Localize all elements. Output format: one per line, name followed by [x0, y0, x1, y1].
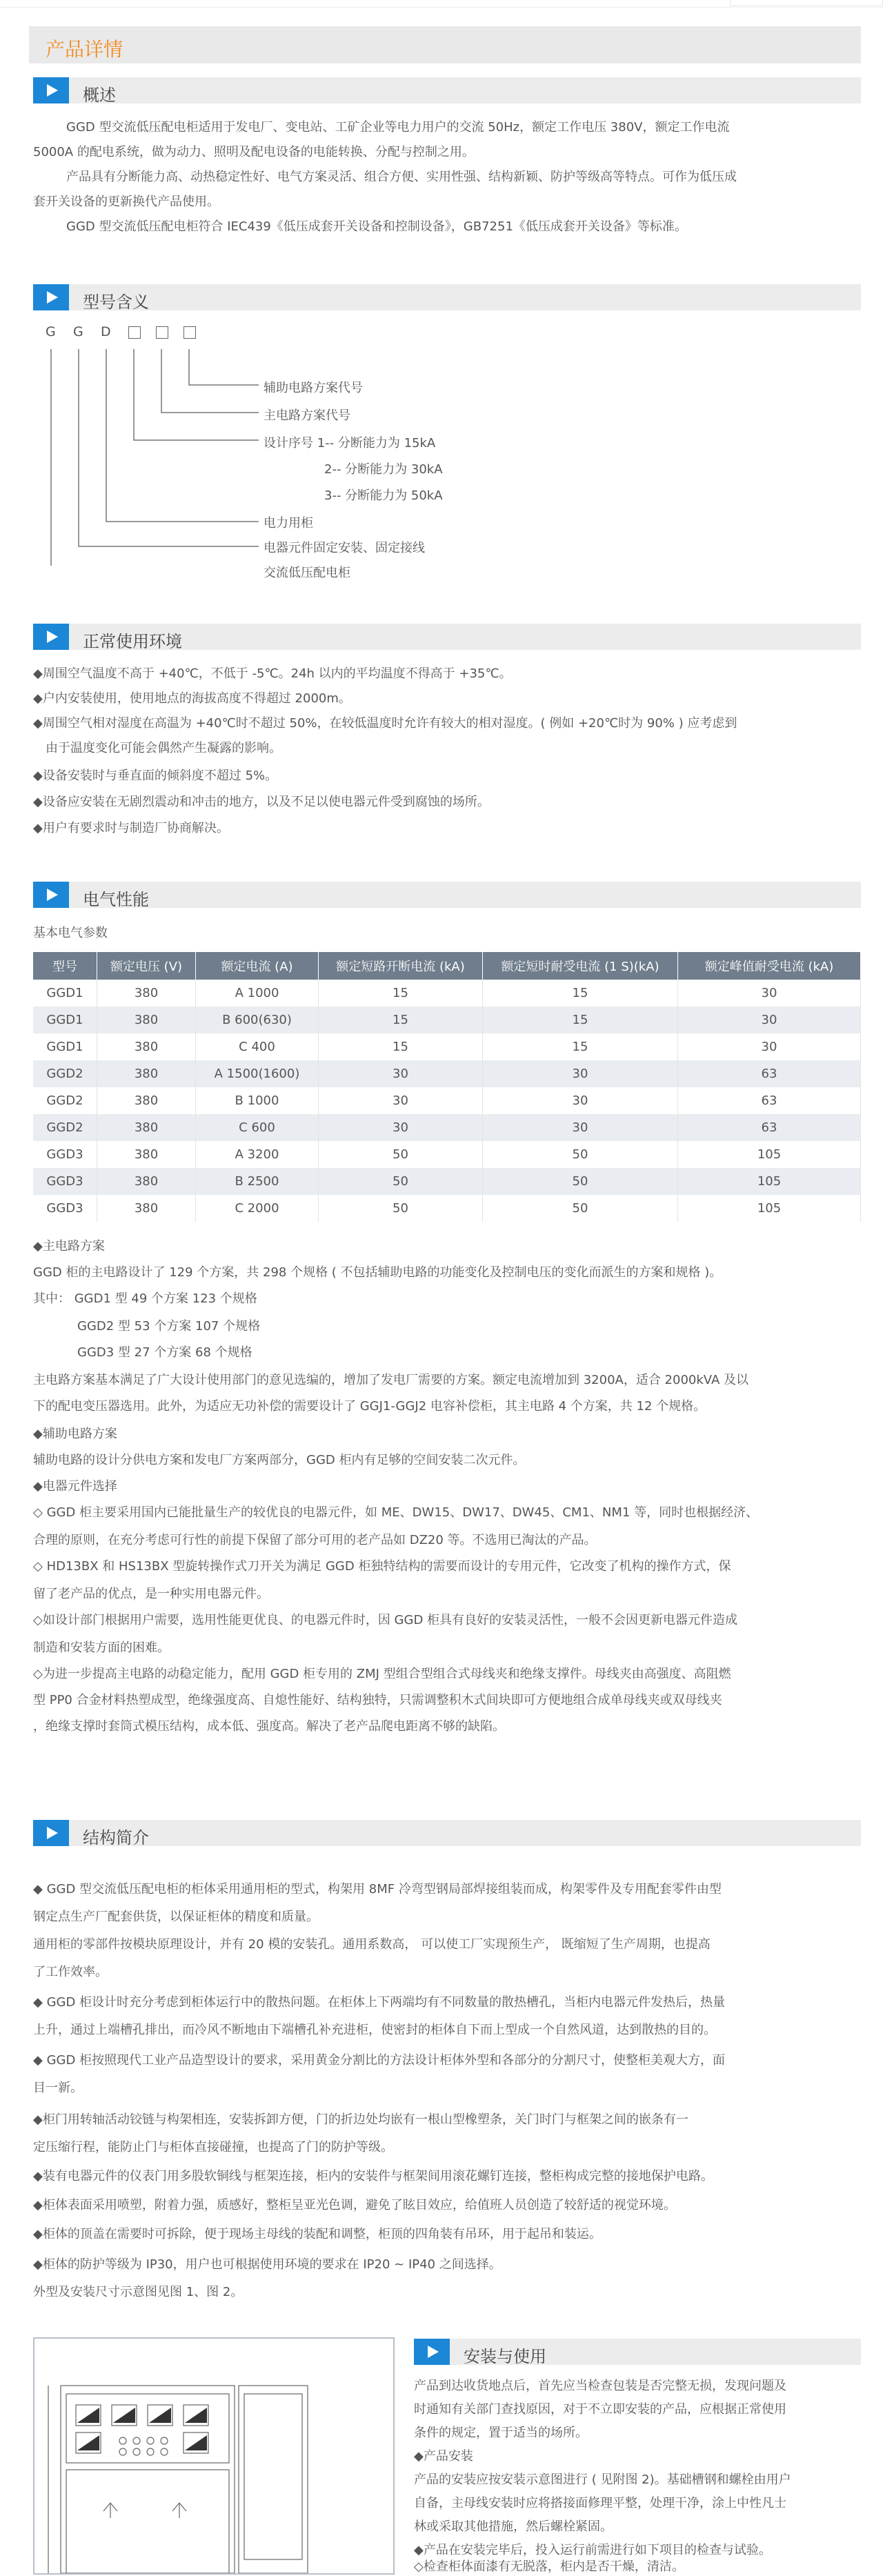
model-letter: D [101, 324, 111, 339]
structure-line: 目一新。 [33, 2081, 83, 2095]
table-cell: GGD3 [33, 1168, 97, 1195]
section-title: 结构简介 [83, 1828, 149, 1847]
env-line: ◆周围空气相对湿度在高温为 +40℃时不超过 50%，在较低温度时允许有较大的相对湿度。( 例如 +20℃时为 90% ) 应考虑到 [33, 716, 737, 731]
section-bar [69, 77, 861, 103]
table-header: 额定短路开断电流 (kA) [319, 952, 483, 980]
install-line: ◆产品在安装完毕后，投入运行前需进行如下项目的检查与试验。 [414, 2543, 771, 2557]
model-item: 电力用柜 [264, 516, 313, 531]
play-icon [33, 1820, 69, 1846]
env-line: ◆用户有要求时与制造厂协商解决。 [33, 821, 229, 835]
electrical-line: 主电路方案基本满足了广大设计使用部门的意见选编的，增加了发电厂需要的方案。额定电流增加到 3200A，适合 2000kVA 及以 [33, 1373, 748, 1387]
table-header-row [33, 952, 861, 980]
model-item: 辅助电路方案代号 [264, 381, 363, 395]
table-cell: 380 [97, 1141, 196, 1168]
table-cell: A 1500(1600) [196, 1060, 319, 1087]
table-cell: B 1000 [196, 1087, 319, 1114]
table-cell: 63 [678, 1114, 861, 1141]
table-cell: 30 [319, 1060, 483, 1087]
play-icon [33, 284, 69, 310]
table-cell: 380 [97, 1114, 196, 1141]
table-cell: 63 [678, 1087, 861, 1114]
model-item: 电器元件固定安装、固定接线 [264, 541, 425, 555]
overview-line: GGD 型交流低压配电柜符合 IEC439《低压成套开关设备和控制设备》，GB7251《低压成套开关设备》等标准。 [66, 219, 687, 234]
model-code-lines [48, 338, 262, 566]
table-cell: GGD2 [33, 1060, 97, 1087]
model-item: 3-- 分断能力为 50kA [324, 488, 443, 503]
table-cell: 50 [319, 1195, 483, 1222]
table-cell: C 600 [196, 1114, 319, 1141]
table-header: 额定电压 (V) [97, 952, 196, 980]
structure-line: ◆装有电器元件的仪表门用多股软铜线与框架连接，柜内的安装件与框架间用滚花螺钉连接，整柜构成完整的接地保护电路。 [33, 2169, 713, 2183]
install-line: 产品到达收货地点后，首先应当检查包装是否完整无损，发现问题及 [414, 2379, 786, 2393]
electrical-line: GGD2 型 53 个方案 107 个规格 [77, 1319, 261, 1334]
table-cell: 50 [319, 1168, 483, 1195]
model-letter: G [73, 324, 83, 339]
top-bar [0, 0, 883, 8]
structure-line: ◆ GGD 柜按照现代工业产品造型设计的要求，采用黄金分割比的方法设计柜体外型和各部分的分割尺寸，使整柜美观大方，面 [33, 2053, 726, 2068]
model-item: 主电路方案代号 [264, 408, 350, 423]
table-row [33, 1141, 861, 1168]
table-cell: 15 [319, 1033, 483, 1060]
electrical-line: ◇ HD13BX 和 HS13BX 型旋转操作式刀开关为满足 GGD 柜独特结构的需要而设计的专用元件，它改变了机构的操作方式，保 [33, 1559, 731, 1574]
params-table [33, 952, 861, 1222]
electrical-line: 制造和安装方面的困难。 [33, 1641, 170, 1655]
table-cell: 30 [319, 1087, 483, 1114]
table-cell: 50 [483, 1168, 678, 1195]
electrical-line: 合理的原则，在充分考虑可行性的前提下保留了部分可用的老产品如 DZ20 等。不选用已淘汰的产品。 [33, 1533, 597, 1547]
electrical-line: ，绝缘支撑时套筒式模压结构，成本低、强度高。解决了老产品爬电距离不够的缺陷。 [33, 1719, 505, 1734]
table-cell: 380 [97, 1007, 196, 1033]
model-item: 交流低压配电柜 [264, 566, 350, 580]
model-box [183, 326, 196, 339]
section-title: 型号含义 [83, 293, 149, 312]
install-line: 自备，主母线安装时应将搭接面修理平整，处理干净，涂上中性凡士 [414, 2496, 786, 2510]
section-model-header [33, 284, 861, 310]
overview-line: GGD 型交流低压配电柜适用于发电厂、变电站、工矿企业等电力用户的交流 50Hz，额定工作电压 380V，额定工作电流 [66, 120, 730, 135]
table-cell: 30 [319, 1114, 483, 1141]
electrical-line: ◆主电路方案 [33, 1239, 105, 1254]
table-row [33, 1033, 861, 1060]
play-icon [414, 2339, 450, 2365]
section-overview-header [33, 77, 861, 103]
table-row [33, 980, 861, 1007]
table-cell: 30 [483, 1114, 678, 1141]
electrical-line: ◇ GGD 柜主要采用国内已能批量生产的较优良的电器元件，如 ME、DW15、DW17、DW45、CM1、NM1 等，同时也根据经济、 [33, 1505, 759, 1520]
section-title: 安装与使用 [464, 2347, 546, 2366]
section-bar [69, 882, 861, 908]
table-cell: 50 [483, 1195, 678, 1222]
electrical-line: ◆电器元件选择 [33, 1479, 117, 1494]
table-cell: B 2500 [196, 1168, 319, 1195]
section-bar [69, 284, 861, 310]
section-install-header [414, 2339, 861, 2365]
env-line: ◆设备安装时与垂直面的倾斜度不超过 5%。 [33, 769, 278, 783]
install-line: ◆产品安装 [414, 2449, 473, 2464]
table-cell: 105 [678, 1168, 861, 1195]
table-cell: 15 [319, 1007, 483, 1033]
table-row [33, 1168, 861, 1195]
play-icon [33, 77, 69, 103]
install-line: 林或采取其他措施，然后螺栓紧固。 [414, 2519, 613, 2534]
table-row [33, 1007, 861, 1033]
cabinet-drawing [34, 2339, 393, 2573]
table-cell: GGD3 [33, 1195, 97, 1222]
table-cell: 380 [97, 980, 196, 1007]
table-row [33, 1087, 861, 1114]
table-cell: 30 [678, 1033, 861, 1060]
table-cell: 30 [678, 1007, 861, 1033]
table-cell: 15 [483, 1007, 678, 1033]
table-cell: C 2000 [196, 1195, 319, 1222]
structure-caption: 外型及安装尺寸示意图见图 1、图 2。 [33, 2285, 244, 2299]
table-cell: 30 [678, 980, 861, 1007]
table-cell: 15 [483, 1033, 678, 1060]
electrical-line: ◆辅助电路方案 [33, 1427, 117, 1441]
electrical-line: 留了老产品的优点，是一种实用电器元件。 [33, 1587, 269, 1601]
structure-line: 定压缩行程，能防止门与柜体直接碰撞，也提高了门的防护等级。 [33, 2140, 393, 2154]
model-letter: G [46, 324, 56, 339]
table-cell: 105 [678, 1141, 861, 1168]
model-box [156, 326, 168, 339]
table-cell: 50 [483, 1141, 678, 1168]
electrical-line: 下的配电变压器选用。此外，为适应无功补偿的需要设计了 GGJ1-GGJ2 电容补偿柜，其主电路 4 个方案，共 12 个规格。 [33, 1399, 706, 1414]
table-cell: 105 [678, 1195, 861, 1222]
structure-line: 上升，通过上端槽孔排出，而冷风不断地由下端槽孔补充进柜，使密封的柜体自下而上型成一个自然风道，达到散热的目的。 [33, 2023, 716, 2037]
basic-params-label: 基本电气参数 [33, 926, 108, 940]
structure-line: 了工作效率。 [33, 1965, 108, 1979]
top-box [730, 0, 883, 6]
cabinet-diagram [33, 2337, 395, 2575]
table-cell: 380 [97, 1195, 196, 1222]
section-electrical-header [33, 882, 861, 908]
structure-line: 通用柜的零部件按模块原理设计，并有 20 模的安装孔。通用系数高， 可以使工厂实现预生产， 既缩短了生产周期，也提高 [33, 1937, 711, 1952]
table-cell: GGD2 [33, 1114, 97, 1141]
table-header: 额定短时耐受电流 (1 S)(kA) [483, 952, 678, 980]
model-box [128, 326, 141, 339]
section-bar [69, 1820, 861, 1846]
install-line: ◇检查柜体面漆有无脱落，柜内是否干燥，清洁。 [414, 2559, 684, 2574]
table-cell: 380 [97, 1033, 196, 1060]
table-cell: 30 [483, 1060, 678, 1087]
overview-line: 套开关设备的更新换代产品使用。 [33, 195, 219, 209]
play-icon [33, 882, 69, 908]
electrical-line: 型 PP0 合金材料热塑成型，绝缘强度高、自熄性能好、结构独特，只需调整积木式间块即可方便地组合成单母线夹或双母线夹 [33, 1693, 722, 1707]
structure-line: ◆柜体表面采用喷塑，附着力强，质感好，整柜呈亚光色调，避免了眩目效应，给值班人员创造了较舒适的视觉环境。 [33, 2198, 676, 2212]
page-title: 产品详情 [46, 38, 123, 61]
env-line: ◆周围空气温度不高于 +40℃，不低于 -5℃。24h 以内的平均温度不得高于 +35℃。 [33, 666, 512, 681]
electrical-line: 其中： GGD1 型 49 个方案 123 个规格 [33, 1291, 257, 1306]
structure-line: ◆ GGD 柜设计时充分考虑到柜体运行中的散热问题。在柜体上下两端均有不同数量的散热槽孔，当柜内电器元件发热后，热量 [33, 1995, 726, 2010]
table-cell: GGD1 [33, 980, 97, 1007]
install-line: 条件的规定，置于适当的场所。 [414, 2426, 588, 2440]
table-row [33, 1195, 861, 1222]
section-title: 正常使用环境 [83, 632, 182, 651]
table-cell: 30 [483, 1087, 678, 1114]
section-bar [69, 624, 861, 650]
env-line: ◆户内安装使用，使用地点的海拔高度不得超过 2000m。 [33, 691, 351, 706]
table-header: 额定电流 (A) [196, 952, 319, 980]
model-item: 2-- 分断能力为 30kA [324, 462, 443, 477]
table-cell: GGD3 [33, 1141, 97, 1168]
electrical-line: ◇为进一步提高主电路的动稳定能力，配用 GGD 柜专用的 ZMJ 型组合型组合式母线夹和绝缘支撑件。母线夹由高强度、高阻燃 [33, 1667, 731, 1681]
structure-line: 钢定点生产厂配套供货，以保证柜体的精度和质量。 [33, 1910, 319, 1924]
play-icon [33, 624, 69, 650]
install-line: 时通知有关部门查找原因，对于不立即安装的产品，应根据正常使用 [414, 2402, 786, 2417]
install-line: 产品的安装应按安装示意图进行 ( 见附图 2)。基础槽钢和螺栓由用户 [414, 2473, 791, 2487]
electrical-line: GGD 柜的主电路设计了 129 个方案，共 298 个规格 ( 不包括辅助电路的功能变化及控制电压的变化而派生的方案和规格 )。 [33, 1265, 722, 1280]
table-cell: GGD1 [33, 1007, 97, 1033]
table-cell: C 400 [196, 1033, 319, 1060]
electrical-line: GGD3 型 27 个方案 68 个规格 [77, 1345, 252, 1360]
structure-line: ◆柜体的防护等级为 IP30，用户也可根据使用环境的要求在 IP20 ~ IP40 之间选择。 [33, 2257, 502, 2272]
table-header: 型号 [33, 952, 97, 980]
table-cell: 380 [97, 1087, 196, 1114]
table-row [33, 1060, 861, 1087]
electrical-line: ◇如设计部门根据用户需要，选用性能更优良、的电器元件时，因 GGD 柜具有良好的安装灵活性，一般不会因更新电器元件造成 [33, 1613, 738, 1627]
table-row [33, 1114, 861, 1141]
structure-line: ◆ GGD 型交流低压配电柜的柜体采用通用柜的型式，构架用 8MF 冷弯型钢局部焊接组装而成，构架零件及专用配套零件由型 [33, 1882, 722, 1896]
table-header: 额定峰值耐受电流 (kA) [678, 952, 861, 980]
env-line: 由于温度变化可能会偶然产生凝露的影响。 [46, 741, 281, 755]
section-title: 概述 [83, 86, 116, 105]
table-cell: A 3200 [196, 1141, 319, 1168]
table-cell: 63 [678, 1060, 861, 1087]
section-env-header [33, 624, 861, 650]
env-line: ◆设备应安装在无剧烈震动和冲击的地方，以及不足以使电器元件受到腐蚀的场所。 [33, 795, 490, 809]
section-title: 电气性能 [83, 890, 149, 909]
structure-line: ◆柜门用转轴活动铰链与构架相连，安装拆卸方便，门的折边处均嵌有一根山型橡塑条，关门时门与框架之间的嵌条有一 [33, 2112, 688, 2127]
table-cell: GGD1 [33, 1033, 97, 1060]
electrical-line: 辅助电路的设计分供电方案和发电厂方案两部分，GGD 柜内有足够的空间安装二次元件。 [33, 1453, 526, 1467]
table-cell: 15 [319, 980, 483, 1007]
table-cell: B 600(630) [196, 1007, 319, 1033]
table-cell: 50 [319, 1141, 483, 1168]
table-cell: 380 [97, 1168, 196, 1195]
model-item: 设计序号 1-- 分断能力为 15kA [264, 436, 436, 450]
table-cell: GGD2 [33, 1087, 97, 1114]
section-structure-header [33, 1820, 861, 1846]
overview-line: 5000A 的配电系统，做为动力、照明及配电设备的电能转换、分配与控制之用。 [33, 145, 475, 159]
page-header [29, 26, 861, 63]
structure-line: ◆柜体的顶盖在需要时可拆除，便于现场主母线的装配和调整，柜顶的四角装有吊环，用于起吊和装运。 [33, 2227, 602, 2241]
table-cell: 380 [97, 1060, 196, 1087]
overview-line: 产品具有分断能力高、动热稳定性好、电气方案灵活、组合方便、实用性强、结构新颖、防护等级高等特点。可作为低压成 [66, 170, 737, 184]
table-cell: 15 [483, 980, 678, 1007]
table-cell: A 1000 [196, 980, 319, 1007]
